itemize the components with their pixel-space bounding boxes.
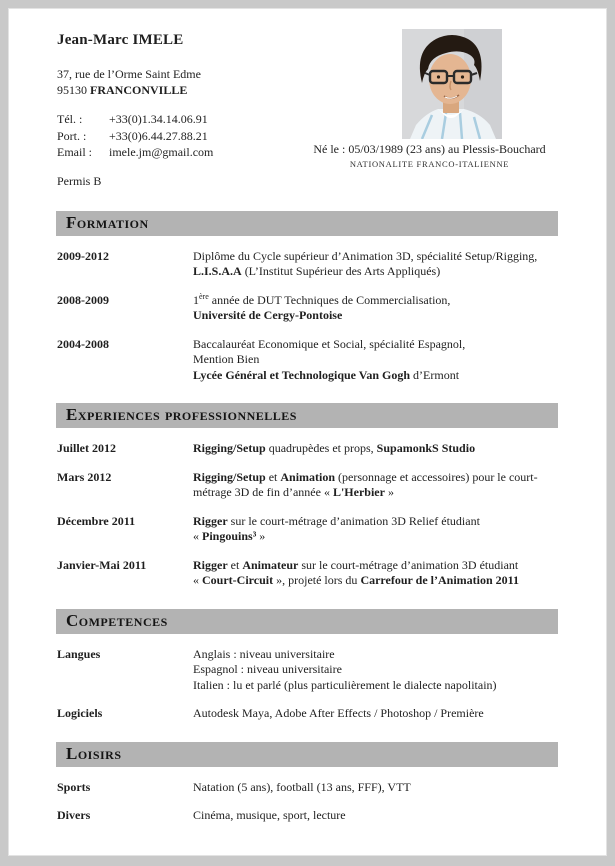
row-label: 2008-2009	[57, 292, 109, 307]
cv-page	[8, 8, 607, 856]
portrait-photo	[402, 29, 502, 139]
section-formation	[57, 211, 562, 384]
address-line2	[57, 82, 297, 98]
section-loisirs	[57, 742, 562, 824]
row-label: 2004-2008	[57, 336, 109, 351]
nationality-line: NATIONALITE FRANCO-ITALIENNE	[349, 159, 510, 169]
row	[57, 558, 562, 589]
row-label: Langues	[57, 646, 101, 661]
row	[57, 470, 562, 501]
row-label: Juillet 2012	[57, 441, 116, 455]
sections-container	[57, 211, 562, 824]
driving-permit: Permis B	[57, 173, 102, 188]
row-label: Mars 2012	[57, 469, 112, 484]
section-competences	[57, 609, 562, 722]
row-label: Sports	[57, 779, 91, 794]
row-description: Diplôme du Cycle supérieur d’Animation 3D, spécialité Setup/Rigging, L.I.S.A.A (L’Institut Supérieur des Arts Appliqués)	[193, 248, 538, 278]
row	[57, 808, 562, 824]
row-label: Décembre 2011	[57, 513, 136, 528]
section-title-formation: Formation	[56, 211, 558, 236]
row-description: Baccalauréat Economique et Social, spécialité Espagnol, Mention Bien Lycée Général et Technologique Van Gogh d’Ermont	[193, 336, 466, 382]
row	[57, 293, 562, 324]
section-experiences	[57, 403, 562, 589]
birth-line: Né le : 05/03/1989 (23 ans) au Plessis-Bouchard	[313, 142, 546, 156]
row	[57, 706, 562, 722]
contact-list	[57, 111, 297, 161]
row-description: Rigger sur le court-métrage d’animation 3D Relief étudiant « Pingouins³ »	[193, 513, 480, 543]
row	[57, 514, 562, 545]
address-block	[57, 66, 297, 98]
email-label: Email :	[57, 145, 92, 159]
address-city: FRANCONVILLE	[90, 83, 188, 97]
row-description: Rigging/Setup et Animation (personnage et accessoires) pour le court- métrage 3D de fin d’année « L'Herbier »	[193, 469, 538, 499]
contact-row-phone	[57, 111, 297, 128]
section-title-experiences: Experiences professionnelles	[56, 403, 558, 428]
row-description: Cinéma, musique, sport, lecture	[193, 808, 346, 822]
email-value: imele.jm@gmail.com	[109, 145, 214, 159]
row-description: Natation (5 ans), football (13 ans, FFF), VTT	[193, 779, 411, 794]
identity-block	[57, 29, 297, 189]
row-description: Rigger et Animateur sur le court-métrage d’animation 3D étudiant « Court-Circuit », projeté lors du Carrefour de l’Animation 2011	[193, 557, 519, 587]
row-description: Rigging/Setup quadrupèdes et props, SupamonkS Studio	[193, 441, 476, 455]
row	[57, 780, 562, 796]
section-title-competences: Competences	[56, 609, 558, 634]
phone-value: +33(0)1.34.14.06.91	[109, 112, 208, 126]
row-label: 2009-2012	[57, 248, 109, 263]
contact-row-mobile	[57, 128, 297, 145]
mobile-label: Port. :	[57, 128, 87, 143]
row	[57, 337, 562, 384]
row	[57, 441, 562, 457]
row-label: Divers	[57, 808, 91, 822]
section-title-loisirs: Loisirs	[56, 742, 558, 767]
row	[57, 647, 562, 694]
row-description: 1ère année de DUT Techniques de Commercialisation, Université de Cergy-Pontoise	[193, 291, 451, 322]
contact-row-email	[57, 144, 297, 161]
row	[57, 249, 562, 280]
mobile-value: +33(0)6.44.27.88.21	[109, 128, 208, 143]
row-label: Logiciels	[57, 706, 103, 720]
address-line1: 37, rue de l’Orme Saint Edme	[57, 67, 201, 81]
address-zip: 95130	[57, 83, 90, 97]
person-name: Jean-Marc IMELE	[57, 32, 184, 48]
phone-label: Tél. :	[57, 112, 83, 126]
row-label: Janvier-Mai 2011	[57, 557, 147, 572]
cv-header	[57, 29, 562, 189]
row-description: Anglais : niveau universitaire Espagnol : niveau universitaire Italien : lu et parlé (plus particulièrement le dialecte napolitain)	[193, 646, 497, 692]
photo-block	[297, 29, 562, 189]
row-description: Autodesk Maya, Adobe After Effects / Photoshop / Première	[193, 706, 484, 720]
